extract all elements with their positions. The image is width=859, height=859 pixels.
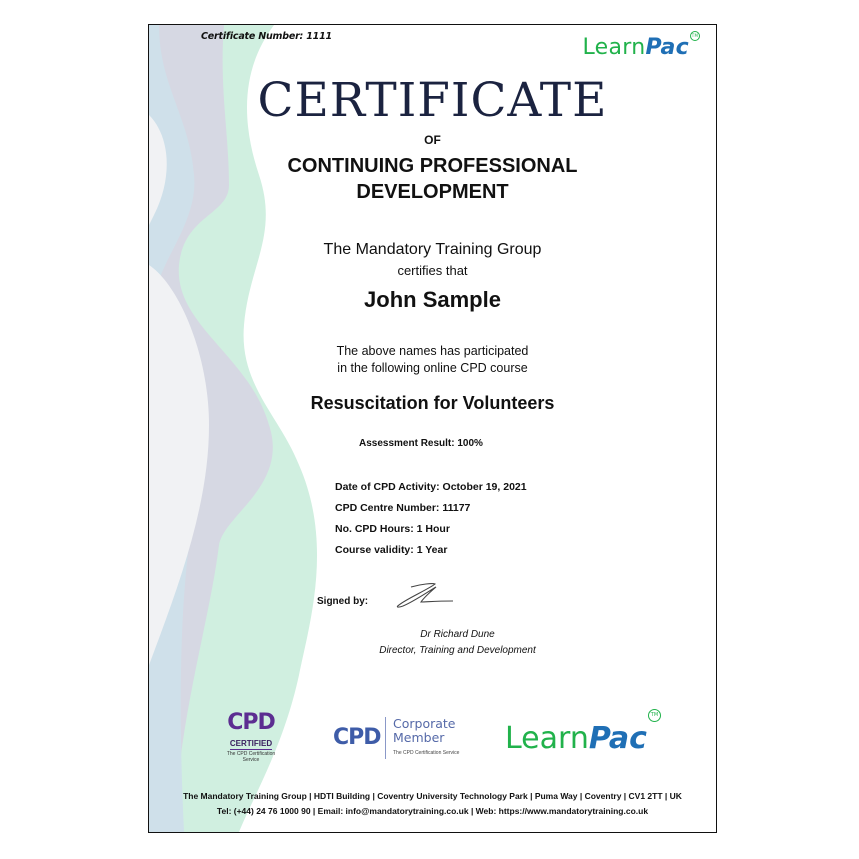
cpd-certified-logo: CPD CERTIFIED The CPD Certification Service bbox=[226, 710, 276, 763]
participation-text: The above names has participated in the following online CPD course bbox=[336, 344, 529, 375]
cpd-activity-date: Date of CPD Activity: October 19, 2021 bbox=[335, 481, 527, 493]
footer-address: The Mandatory Training Group | HDTI Building | Coventry University Technology Park | Puma Way | Coventry | CV1 2TT | UK bbox=[183, 791, 682, 801]
logo-divider bbox=[385, 717, 386, 759]
course-validity: Course validity: 1 Year bbox=[335, 544, 448, 556]
signed-by-label: Signed by: bbox=[317, 596, 369, 607]
signature-icon bbox=[391, 581, 461, 609]
signer-name: Dr Richard Dune bbox=[420, 629, 495, 640]
certificate-title: CERTIFICATE bbox=[257, 73, 608, 128]
footer-contact-info: Tel: (+44) 24 76 1000 90 | Email: info@mandatorytraining.co.uk | Web: https://www.mandatorytraining.co.uk bbox=[216, 806, 649, 816]
cpd-hours: No. CPD Hours: 1 Hour bbox=[335, 523, 450, 535]
title-of: OF bbox=[424, 133, 441, 147]
signer-block bbox=[149, 627, 716, 659]
certificate-page: Certificate Number: 1111 LearnPac TM CERTIFICATE OF CONTINUING PROFESSIONAL DEVELOPMENT The Mandatory Training Group certifies that John Sample The above names has participated in the following online CPD course Resuscitation for Volunteers Assessment Result: 100% Date of CPD Activity: October 19, 2021 CPD Centre Number: 11177 No. CPD Hours: 1 Hour Course validity: 1 Year Signed by: Dr Richard Dune Director, Training and Development CPD CERTIFIED The CPD Certification Service CPD Corporate Member The CPD Certification Service LearnPacTM The Mandatory Training Group | HDTI Building | Coventry University Technology Park | Puma Way | Coventry | CV1 2TT | UK Tel: (+44) 24 76 1000 90 | Email: info@mandatorytraining.co.uk | Web: https://www.mandatorytraining.co.uk bbox=[148, 24, 717, 833]
cpd-heading: CONTINUING PROFESSIONAL DEVELOPMENT bbox=[287, 155, 578, 203]
course-name: Resuscitation for Volunteers bbox=[310, 393, 555, 413]
assessment-result: Assessment Result: 100% bbox=[359, 438, 483, 449]
recipient-name: John Sample bbox=[364, 287, 501, 312]
cpd-centre-number: CPD Centre Number: 11177 bbox=[335, 502, 471, 514]
cpd-details bbox=[335, 481, 527, 565]
certifies-that: certifies that bbox=[397, 263, 468, 278]
footer-contact bbox=[149, 789, 716, 819]
trademark-icon: TM bbox=[648, 709, 661, 722]
learnpac-logo-top: LearnPac TM bbox=[582, 33, 699, 60]
certificate-number: Certificate Number: 1111 bbox=[201, 31, 332, 42]
signer-title: Director, Training and Development bbox=[379, 645, 536, 656]
learnpac-logo-bottom: LearnPacTM bbox=[505, 721, 661, 756]
trademark-icon: TM bbox=[690, 31, 700, 41]
issuer-name: The Mandatory Training Group bbox=[323, 241, 542, 258]
